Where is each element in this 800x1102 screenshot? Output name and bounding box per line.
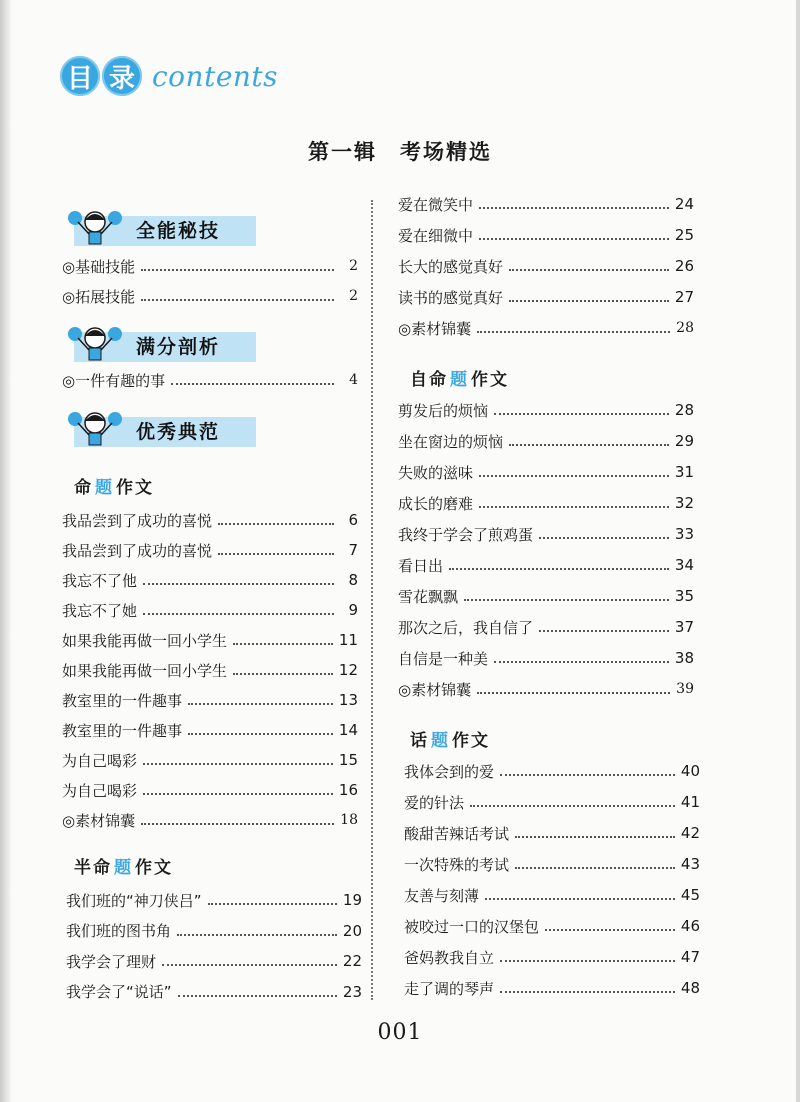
entry-title: 那次之后，我自信了 [398, 618, 534, 637]
dot-leader [485, 898, 675, 900]
toc-entry[interactable] [62, 657, 358, 683]
entry-page: 2 [349, 288, 358, 304]
cheerleader-icon [66, 407, 124, 449]
dot-leader [500, 991, 675, 993]
entry-page: 11 [338, 631, 358, 649]
toc-entry[interactable] [404, 851, 700, 877]
toc-entry[interactable] [62, 367, 358, 393]
toc-header [60, 56, 278, 96]
entry-page: 13 [338, 691, 358, 709]
entry-title: 友善与刻薄 [404, 886, 480, 905]
entry-title: 看日出 [398, 556, 444, 575]
entry-page: 35 [674, 587, 694, 605]
dot-leader [218, 523, 334, 525]
dot-leader [143, 763, 333, 765]
entry-title: 成长的磨难 [398, 494, 474, 513]
dot-leader [494, 413, 669, 415]
dot-leader [162, 964, 337, 966]
entry-title: 我终于学会了煎鸡蛋 [398, 525, 534, 544]
contents-word: contents [152, 59, 279, 93]
entry-title: 被咬过一口的汉堡包 [404, 917, 540, 936]
dot-leader [449, 568, 669, 570]
dot-leader [178, 995, 337, 997]
toc-entry[interactable] [62, 507, 358, 533]
dot-leader [545, 929, 675, 931]
entry-page: 6 [348, 511, 358, 529]
entry-title: 我忘不了他 [62, 571, 138, 590]
entry-page: 34 [674, 556, 694, 574]
dot-leader [509, 444, 669, 446]
banner-manfen [66, 322, 258, 364]
toc-entry[interactable] [62, 537, 358, 563]
toc-entry[interactable] [398, 397, 694, 423]
dot-leader [509, 300, 669, 302]
dot-leader [500, 774, 675, 776]
toc-entry[interactable] [404, 913, 700, 939]
dot-leader [470, 805, 675, 807]
entry-title: ◎素材锦囊 [398, 319, 472, 338]
dot-leader [539, 630, 669, 632]
entry-page: 41 [680, 793, 700, 811]
section-title: 第一辑 考场精选 [308, 140, 492, 164]
entry-title: ◎拓展技能 [62, 287, 136, 306]
toc-entry[interactable] [404, 944, 700, 970]
entry-title: 雪花飘飘 [398, 587, 459, 606]
entry-page: 43 [680, 855, 700, 873]
entry-page: 29 [674, 432, 694, 450]
entry-title: 为自己喝彩 [62, 781, 138, 800]
entry-page: 48 [680, 979, 700, 997]
dot-leader [509, 269, 669, 271]
toc-entry[interactable] [404, 882, 700, 908]
dot-leader [233, 673, 333, 675]
toc-entry[interactable] [62, 807, 358, 833]
toc-entry[interactable] [398, 315, 694, 341]
entry-page: 33 [674, 525, 694, 543]
entry-page: 28 [676, 320, 694, 336]
toc-entry[interactable] [62, 717, 358, 743]
dot-leader [208, 903, 337, 905]
toc-entry[interactable] [62, 253, 358, 279]
entry-title: 为自己喝彩 [62, 751, 138, 770]
entry-title: 爱的针法 [404, 793, 465, 812]
entry-page: 9 [348, 601, 358, 619]
entry-title: 失败的滋味 [398, 463, 474, 482]
toc-entry[interactable] [398, 583, 694, 609]
entry-page: 4 [349, 372, 358, 388]
toc-entry[interactable] [404, 789, 700, 815]
entry-title: 爸妈教我自立 [404, 948, 495, 967]
toc-entry[interactable] [398, 490, 694, 516]
entry-page: 26 [674, 257, 694, 275]
toc-entry[interactable] [398, 191, 694, 217]
subhead-zimingti: 自命 题 作文 [410, 369, 509, 390]
entry-page: 19 [342, 891, 362, 909]
toc-entry[interactable] [62, 627, 358, 653]
banner-label: 满分剖析 [136, 336, 221, 358]
entry-page: 32 [674, 494, 694, 512]
entry-page: 38 [674, 649, 694, 667]
toc-entry[interactable] [404, 820, 700, 846]
dot-leader [141, 269, 334, 271]
entry-title: 酸甜苦辣话考试 [404, 824, 510, 843]
entry-title: 剪发后的烦恼 [398, 401, 489, 420]
toc-entry[interactable] [398, 521, 694, 547]
entry-page: 45 [680, 886, 700, 904]
dot-leader [143, 793, 333, 795]
dot-leader [515, 836, 675, 838]
entry-title: 我们班的“神刀侠吕” [66, 891, 202, 910]
entry-page: 15 [338, 751, 358, 769]
entry-title: 我学会了“说话” [66, 983, 172, 1001]
toc-entry[interactable] [62, 283, 358, 309]
entry-title: 我品尝到了成功的喜悦 [62, 511, 213, 530]
dot-leader [479, 207, 669, 209]
entry-title: 教室里的一件趣事 [62, 721, 183, 740]
dot-leader [479, 475, 669, 477]
entry-title: 如果我能再做一回小学生 [62, 661, 228, 680]
entry-page: 46 [680, 917, 700, 935]
toc-entry[interactable] [398, 552, 694, 578]
entry-page: 8 [348, 571, 358, 589]
entry-page: 37 [674, 618, 694, 636]
entry-page: 12 [338, 661, 358, 679]
entry-title: 长大的感觉真好 [398, 257, 504, 276]
entry-page: 16 [338, 781, 358, 799]
cheerleader-icon [66, 322, 124, 364]
entry-title: 走了调的琴声 [404, 979, 495, 998]
dot-leader [218, 553, 334, 555]
entry-page: 25 [674, 226, 694, 244]
dot-leader [464, 599, 669, 601]
toc-entry[interactable] [62, 567, 358, 593]
dot-leader [494, 661, 669, 663]
dot-leader [143, 583, 334, 585]
dot-leader [233, 643, 333, 645]
toc-entry[interactable] [66, 887, 362, 913]
entry-title: 我品尝到了成功的喜悦 [62, 541, 213, 560]
toc-entry[interactable] [66, 948, 362, 974]
entry-page: 39 [676, 681, 694, 697]
entry-page: 7 [348, 541, 358, 559]
toc-entry[interactable] [398, 222, 694, 248]
entry-page: 22 [342, 952, 362, 970]
column-divider [371, 200, 373, 1000]
entry-title: 我忘不了她 [62, 601, 138, 620]
dot-leader [141, 823, 334, 825]
toc-entry[interactable] [398, 676, 694, 702]
dot-leader [477, 692, 670, 694]
cheerleader-icon [66, 206, 124, 248]
entry-page: 20 [342, 921, 362, 940]
toc-entry[interactable] [62, 597, 358, 623]
banner-quanneng [66, 206, 258, 248]
toc-entry[interactable] [398, 428, 694, 454]
entry-title: 一次特殊的考试 [404, 855, 510, 874]
entry-title: 我学会了理财 [66, 952, 157, 971]
dot-leader [539, 537, 669, 539]
entry-page: 14 [338, 721, 358, 739]
header-badge-mu: 目 [60, 56, 100, 96]
subhead-huati: 话 题 作文 [410, 730, 490, 751]
entry-title: 坐在窗边的烦恼 [398, 432, 504, 451]
subhead-mingti: 命 题 作文 [74, 477, 154, 498]
entry-title: ◎基础技能 [62, 257, 136, 276]
toc-entry[interactable] [398, 253, 694, 279]
entry-page: 28 [674, 401, 694, 419]
toc-entry[interactable] [398, 459, 694, 485]
toc-entry[interactable] [62, 777, 358, 803]
subhead-banmingti: 半命 题 作文 [74, 857, 173, 878]
dot-leader [188, 703, 333, 705]
entry-title: 爱在微笑中 [398, 195, 474, 214]
toc-entry[interactable] [62, 747, 358, 773]
dot-leader [479, 238, 669, 240]
toc-entry[interactable] [66, 918, 362, 944]
entry-page: 42 [680, 824, 700, 842]
dot-leader [479, 506, 669, 508]
entry-page: 2 [349, 258, 358, 274]
entry-page: 47 [680, 948, 700, 966]
entry-title: 教室里的一件趣事 [62, 691, 183, 710]
toc-entry[interactable] [66, 979, 362, 1005]
toc-entry[interactable] [398, 645, 694, 671]
toc-entry[interactable] [398, 614, 694, 640]
toc-entry[interactable] [62, 687, 358, 713]
header-badge-lu: 录 [102, 56, 142, 96]
entry-page: 24 [674, 195, 694, 213]
toc-entry[interactable] [398, 284, 694, 310]
dot-leader [477, 331, 670, 333]
entry-title: 读书的感觉真好 [398, 288, 504, 307]
entry-title: ◎一件有趣的事 [62, 371, 166, 390]
banner-label: 优秀典范 [136, 421, 221, 443]
dot-leader [141, 299, 334, 301]
entry-title: 我们班的图书角 [66, 922, 172, 940]
dot-leader [515, 867, 675, 869]
dot-leader [177, 934, 337, 936]
toc-entry[interactable] [404, 975, 700, 1001]
entry-title: 爱在细微中 [398, 226, 474, 245]
entry-title: 如果我能再做一回小学生 [62, 631, 228, 650]
entry-page: 27 [674, 288, 694, 306]
dot-leader [500, 960, 675, 962]
entry-title: 自信是一种美 [398, 649, 489, 668]
dot-leader [171, 383, 334, 385]
dot-leader [143, 613, 334, 615]
dot-leader [188, 733, 333, 735]
page-number: 001 [377, 1020, 423, 1045]
entry-title: ◎素材锦囊 [62, 811, 136, 830]
entry-title: ◎素材锦囊 [398, 680, 472, 699]
banner-youxiu [66, 407, 258, 449]
entry-title: 我体会到的爱 [404, 762, 495, 781]
entry-page: 40 [680, 762, 700, 780]
entry-page: 31 [674, 463, 694, 481]
toc-entry[interactable] [404, 758, 700, 784]
banner-label: 全能秘技 [136, 220, 221, 242]
entry-page: 23 [342, 982, 362, 1001]
entry-page: 18 [340, 812, 358, 828]
